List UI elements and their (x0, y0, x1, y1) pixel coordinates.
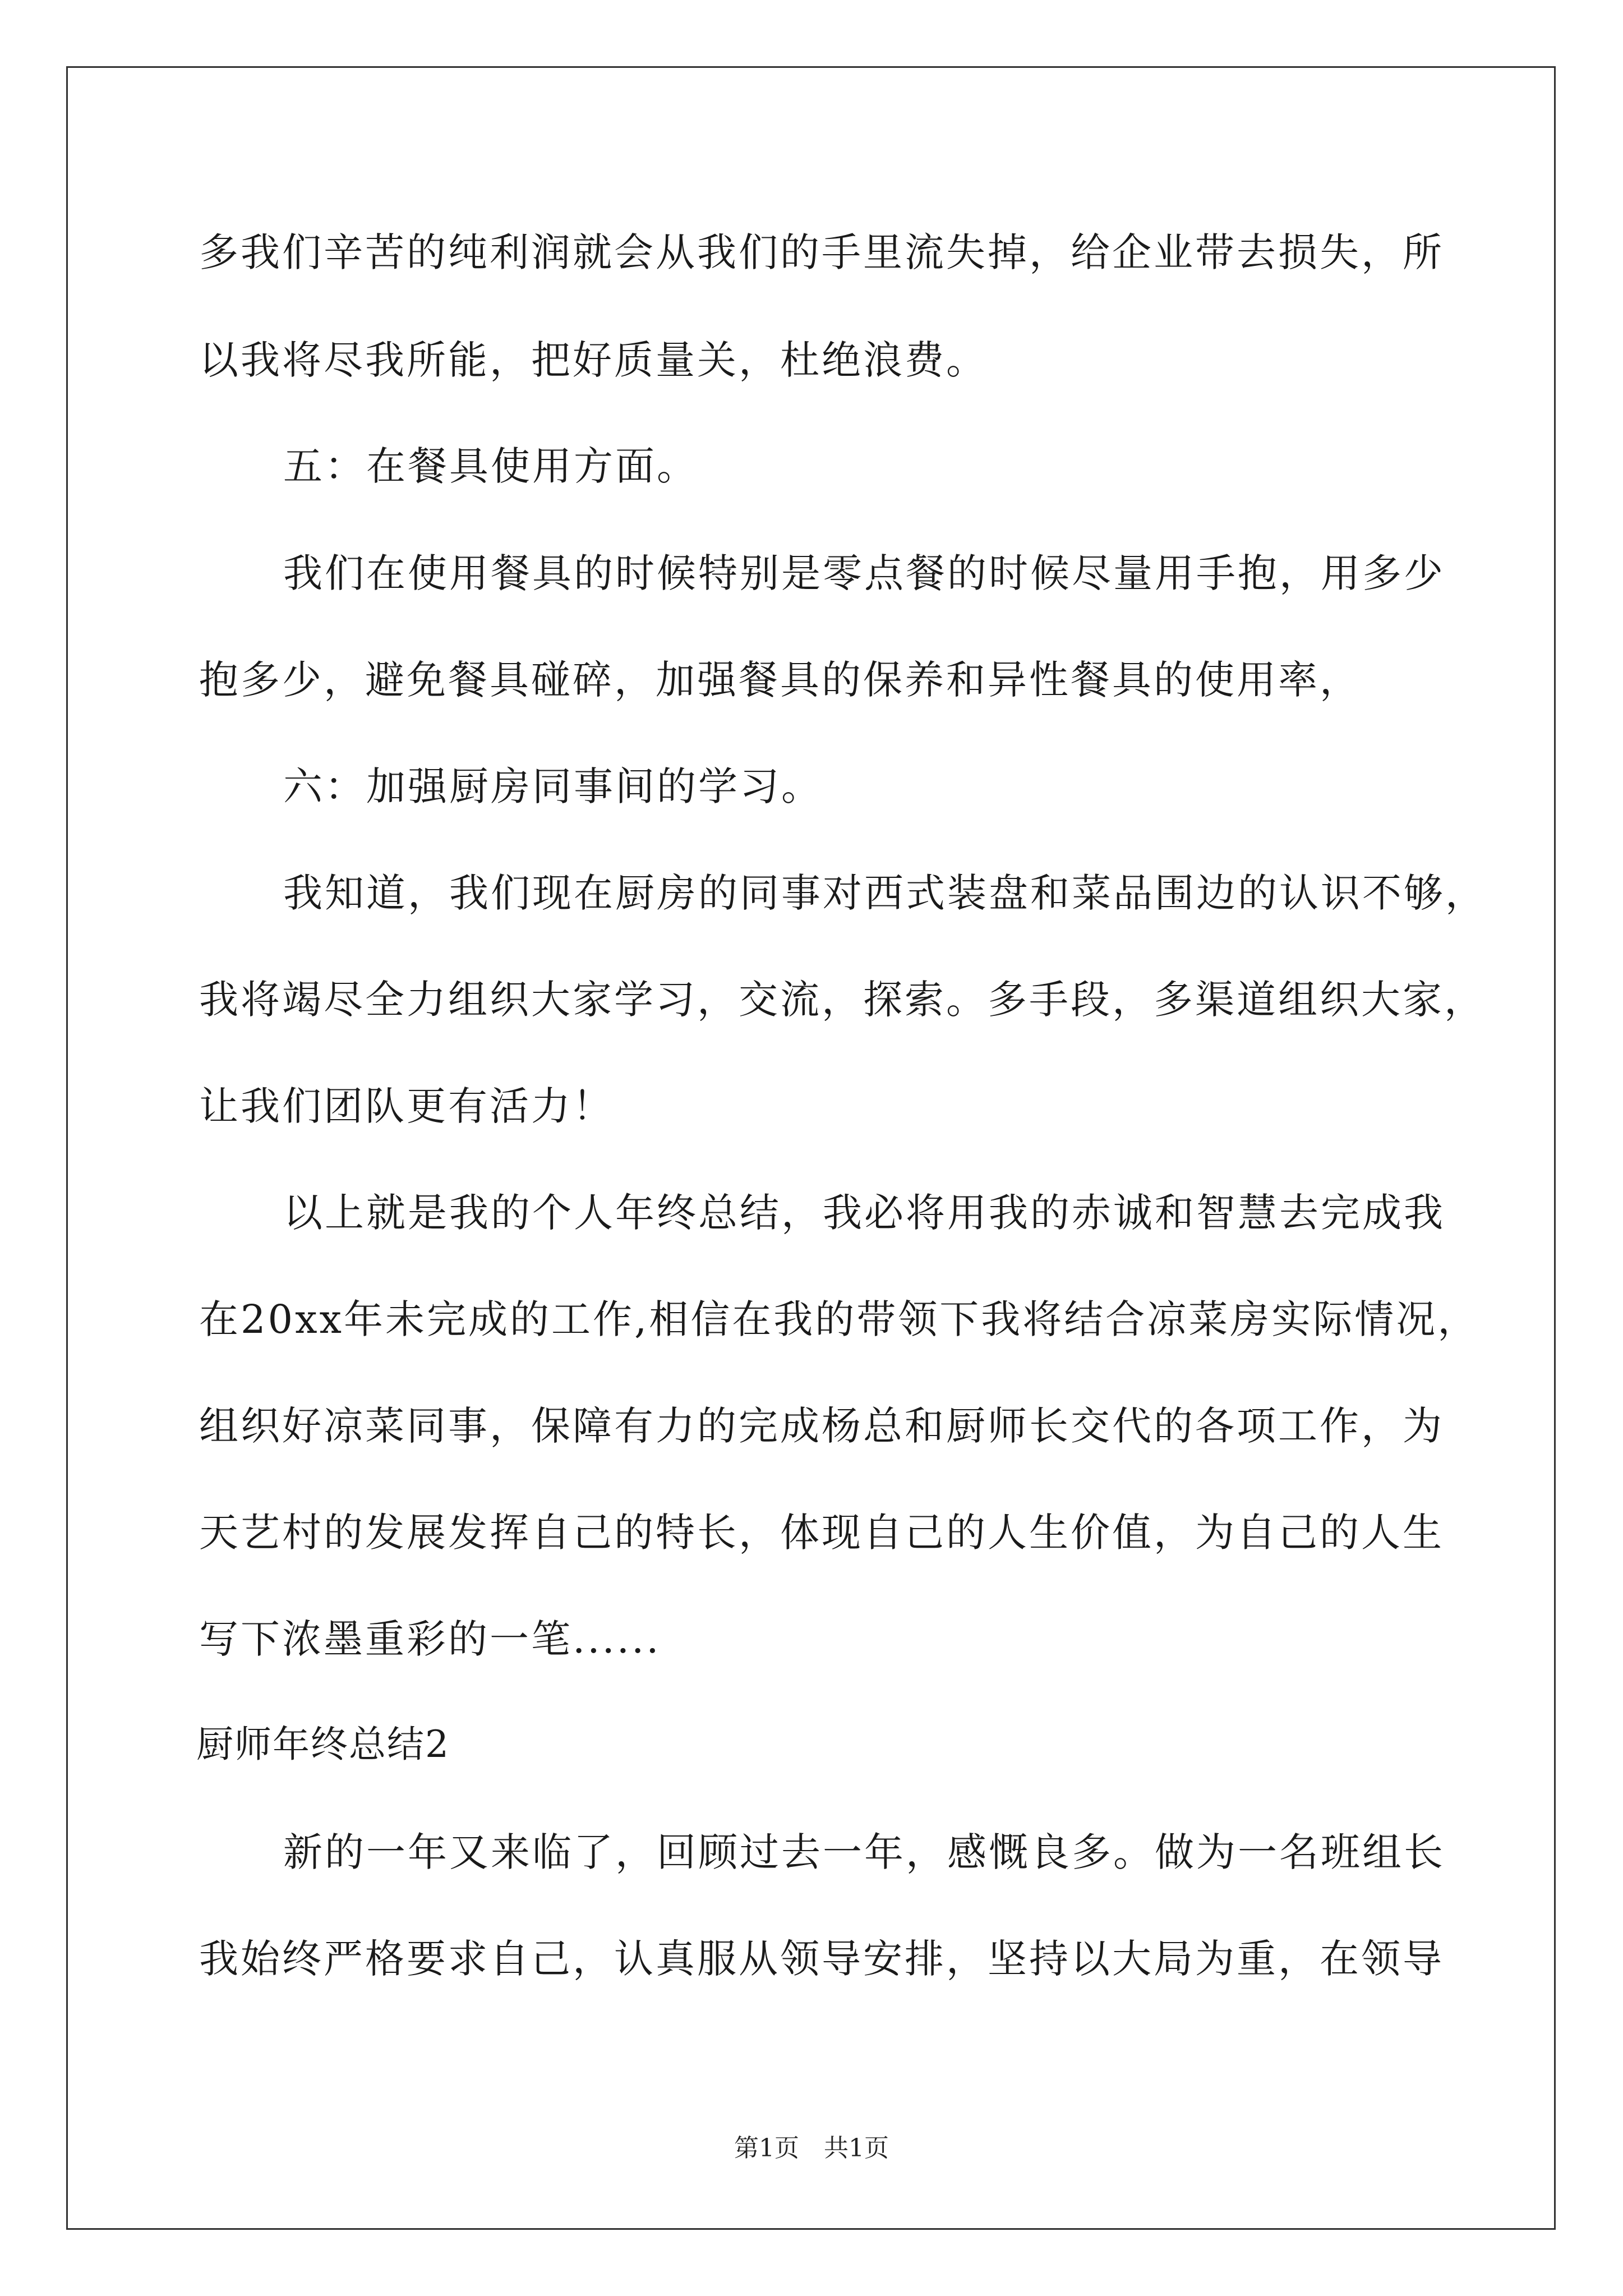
text-line: 以我将尽我所能，把好质量关，杜绝浪费。 (199, 337, 988, 383)
text-line: 多我们辛苦的纯利润就会从我们的手里流失掉，给企业带去损失，所 (199, 229, 1444, 275)
text-line: 在20xx年未完成的工作,相信在我的带领下我将结合凉菜房实际情况， (199, 1296, 1479, 1342)
text-line: 以上就是我的个人年终总结，我必将用我的赤诚和智慧去完成我 (283, 1190, 1445, 1236)
section-heading: 五：在餐具使用方面。 (283, 443, 698, 489)
text-line: 让我们团队更有活力！ (199, 1083, 614, 1129)
text-line: 我将竭尽全力组织大家学习，交流，探索。多手段，多渠道组织大家， (199, 977, 1486, 1023)
text-line: 抱多少，避免餐具碰碎，加强餐具的保养和异性餐具的使用率， (199, 657, 1361, 703)
text-line: 我知道，我们现在厨房的同事对西式装盘和菜品围边的认识不够， (283, 870, 1487, 916)
section-heading: 六：加强厨房同事间的学习。 (283, 763, 823, 809)
text-line: 组织好凉菜同事，保障有力的完成杨总和厨师长交代的各项工作，为 (199, 1403, 1444, 1449)
page-border (66, 66, 1556, 2230)
text-line: 写下浓墨重彩的一笔...... (199, 1616, 661, 1662)
text-line: 我始终严格要求自己，认真服从领导安排，坚持以大局为重，在领导 (199, 1936, 1444, 1982)
text-line: 新的一年又来临了，回顾过去一年，感慨良多。做为一名班组长 (283, 1829, 1445, 1875)
text-line: 我们在使用餐具的时候特别是零点餐的时候尽量用手抱，用多少 (283, 550, 1445, 596)
page-number: 第1页 共1页 (734, 2134, 889, 2162)
document-title: 厨师年终总结2 (196, 1723, 450, 1766)
text-line: 天艺村的发展发挥自己的特长，体现自己的人生价值，为自己的人生 (199, 1510, 1444, 1556)
